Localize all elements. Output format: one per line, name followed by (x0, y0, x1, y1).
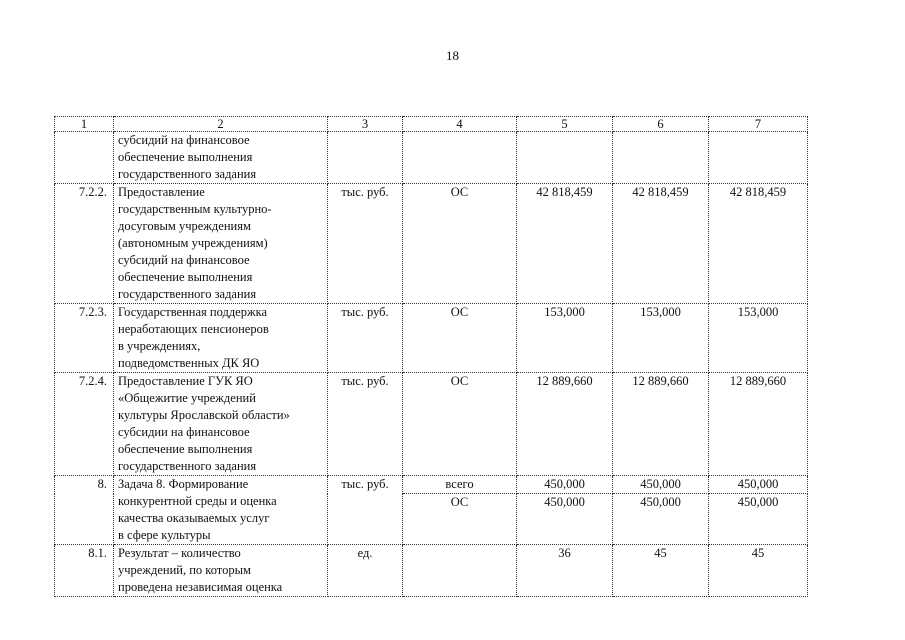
header-cell: 1 (55, 117, 114, 132)
value-cell: 450,000 (709, 476, 808, 494)
table-row (55, 304, 808, 373)
value-cell: 153,000 (709, 304, 808, 373)
value-cell: 12 889,660 (613, 373, 709, 476)
value-cell: 42 818,459 (517, 184, 613, 304)
value-cell: 12 889,660 (709, 373, 808, 476)
row-number: 7.2.2. (55, 184, 114, 304)
row-number (55, 132, 114, 184)
row-description: субсидий на финансовое обеспечение выполнения государственного задания (114, 132, 328, 184)
value-cell (517, 132, 613, 184)
source-cell (403, 132, 517, 184)
value-cell: 450,000 (517, 476, 613, 494)
header-cell: 4 (403, 117, 517, 132)
table-row (55, 184, 808, 304)
value-cell: 450,000 (517, 494, 613, 545)
value-cell (709, 132, 808, 184)
table-row (55, 545, 808, 597)
row-description: Предоставление ГУК ЯО «Общежитие учреждений культуры Ярославской области» субсидии на финансовое обеспечение выполнения государственного задания (114, 373, 328, 476)
unit-cell: тыс. руб. (328, 373, 403, 476)
unit-cell: тыс. руб. (328, 476, 403, 545)
header-cell: 2 (114, 117, 328, 132)
value-cell: 42 818,459 (613, 184, 709, 304)
header-cell: 5 (517, 117, 613, 132)
header-row (55, 117, 808, 132)
header-cell: 7 (709, 117, 808, 132)
value-cell: 42 818,459 (709, 184, 808, 304)
row-description: Предоставление государственным культурно- досуговым учреждениям (автономным учреждениям) субсидий на финансовое обеспечение выполнения государственного задания (114, 184, 328, 304)
value-cell: 153,000 (613, 304, 709, 373)
header-cell: 6 (613, 117, 709, 132)
source-cell: ОС (403, 494, 517, 545)
row-description: Результат – количество учреждений, по которым проведена независимая оценка (114, 545, 328, 597)
table-row (55, 373, 808, 476)
value-cell: 36 (517, 545, 613, 597)
source-cell: ОС (403, 304, 517, 373)
value-cell: 12 889,660 (517, 373, 613, 476)
source-cell: ОС (403, 184, 517, 304)
unit-cell: тыс. руб. (328, 304, 403, 373)
value-cell: 450,000 (613, 476, 709, 494)
source-cell (403, 545, 517, 597)
value-cell: 450,000 (613, 494, 709, 545)
unit-cell: тыс. руб. (328, 184, 403, 304)
row-number: 8.1. (55, 545, 114, 597)
value-cell: 153,000 (517, 304, 613, 373)
row-description: Задача 8. Формирование конкурентной среды и оценка качества оказываемых услуг в сфере культуры (114, 476, 328, 545)
unit-cell: ед. (328, 545, 403, 597)
header-cell: 3 (328, 117, 403, 132)
table-row (55, 132, 808, 184)
value-cell: 45 (613, 545, 709, 597)
value-cell: 45 (709, 545, 808, 597)
row-number: 7.2.4. (55, 373, 114, 476)
row-number: 7.2.3. (55, 304, 114, 373)
unit-cell (328, 132, 403, 184)
value-cell (613, 132, 709, 184)
program-table (54, 116, 808, 597)
row-description: Государственная поддержка неработающих пенсионеров в учреждениях, подведомственных ДК ЯО (114, 304, 328, 373)
table-row (55, 476, 808, 494)
source-cell: ОС (403, 373, 517, 476)
value-cell: 450,000 (709, 494, 808, 545)
source-cell: всего (403, 476, 517, 494)
row-number: 8. (55, 476, 114, 545)
page-number: 18 (446, 48, 459, 63)
